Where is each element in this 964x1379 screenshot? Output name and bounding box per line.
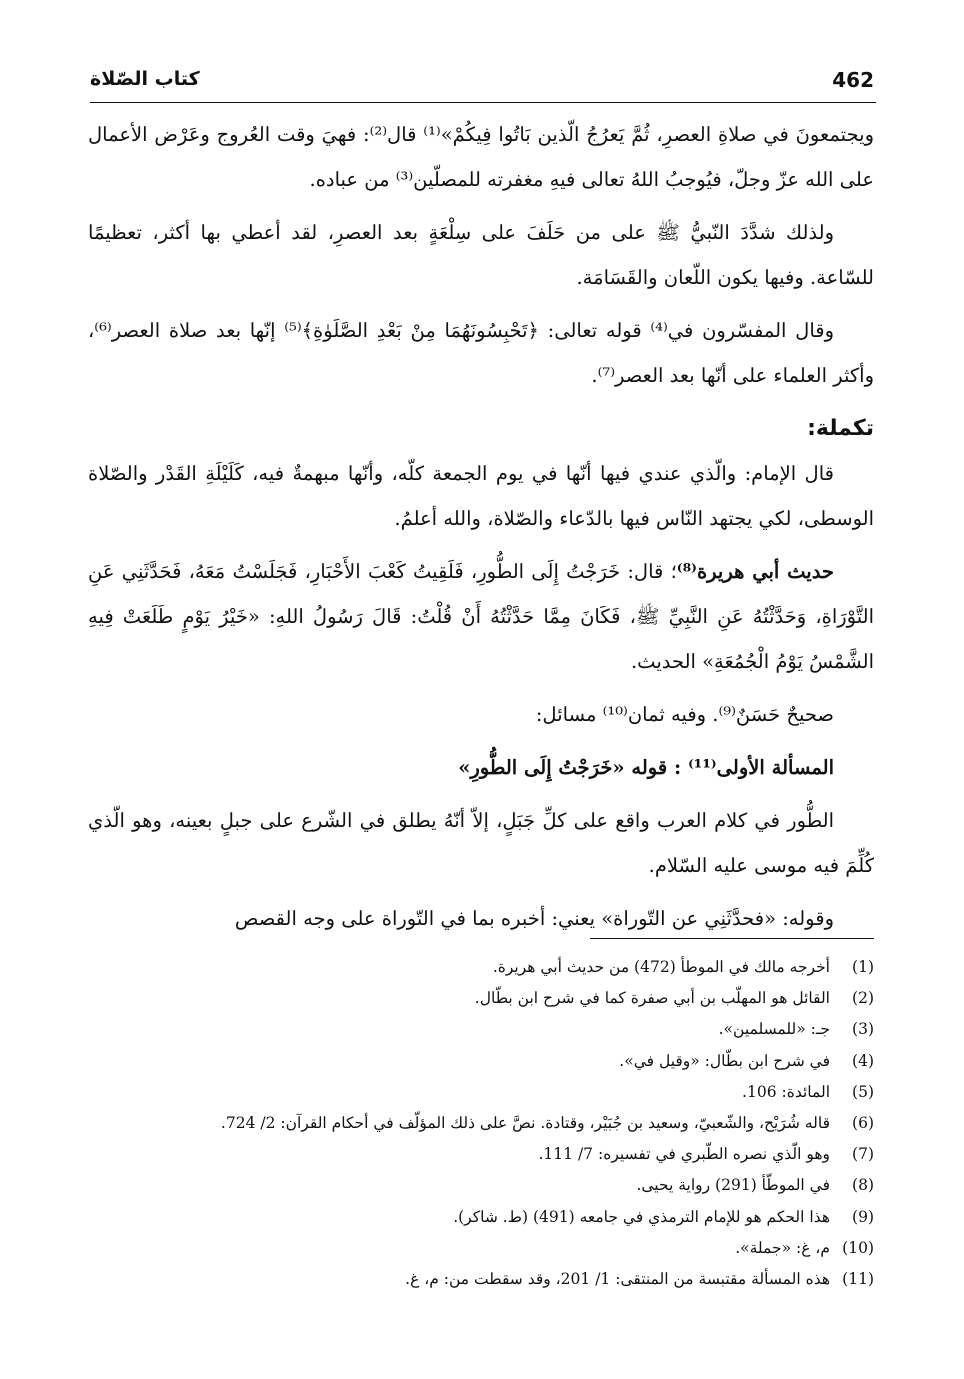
- heading-first-issue: المسألة الأولى⁽¹¹⁾ : قوله «خَرَجْتُ إِلَى الطُّورِ»: [458, 756, 834, 779]
- footnote-text: أخرجه مالك في الموطأ (472) من حديث أبي هريرة.: [492, 958, 830, 976]
- footnote: [88, 952, 874, 983]
- footnote: [88, 983, 874, 1014]
- footnote-text: في الموطّأ (291) رواية يحيى.: [636, 1176, 830, 1195]
- footnote-number: (7): [852, 1145, 874, 1164]
- footnote: [88, 1014, 874, 1045]
- footnote: [88, 1264, 874, 1295]
- paragraph-7: الطُّور في كلام العرب واقع على كلِّ جَبَلٍ، إلاّ أنّهُ يطلق في الشّرع على جبلٍ بعينه، وهو الّذي كُلِّمَ فيه موسى عليه السّلام.: [88, 809, 874, 877]
- footnote-number: (5): [852, 1082, 874, 1101]
- footnote: [88, 1108, 874, 1139]
- page-number: 462: [832, 68, 874, 92]
- footnote: [88, 1046, 874, 1077]
- footnotes: [88, 952, 874, 1295]
- footnote-number: (10): [842, 1238, 874, 1257]
- footnote: [88, 1139, 874, 1170]
- footnote-text: المائدة: 106.: [742, 1082, 830, 1101]
- footnote-separator: [590, 938, 874, 939]
- footnote-text: جـ: «للمسلمين».: [718, 1020, 830, 1039]
- footnote-number: (8): [852, 1176, 874, 1195]
- footnote-text: في شرح ابن بطّال: «وقيل في».: [619, 1051, 830, 1070]
- paragraph-2: ولذلك شدَّدَ النّبيُّ ﷺ على من حَلَفَ على سِلْعَةٍ بعد العصرِ، لقد أعطي بها أكثر، تعظيمًا للسّاعة. وفيها يكون اللّعان والقَسَامَة.: [88, 221, 874, 289]
- footnote-number: (9): [852, 1207, 874, 1226]
- paragraph-6: صحيحٌ حَسَنٌ⁽⁹⁾. وفيه ثمان⁽¹⁰⁾ مسائل:: [535, 703, 834, 726]
- paragraph-8: وقوله: «فحدَّثَنِي عن التّوراة» يعني: أخبره بما في التّوراة على وجه القصص: [234, 907, 834, 930]
- hadith-title: حديث أبي هريرة⁽⁸⁾: [676, 560, 834, 583]
- footnote-text: م، غ: «جملة».: [735, 1238, 830, 1257]
- paragraph-4: قال الإمام: والّذي عندي فيها أنّها في يوم الجمعة كلّه، وأنّها مبهمةٌ فيه، كَلَيْلَةِ القَدْر والصّلاة الوسطى، لكي يجتهد النّاس فيها بالدّعاء والصّلاة، والله أعلمُ.: [88, 462, 874, 530]
- footnote-number: (11): [842, 1270, 874, 1289]
- footnote-text: هذه المسألة مقتبسة من المنتقى: 1/ 201، وقد سقطت من: م، غ.: [405, 1270, 830, 1289]
- footnote: [88, 1233, 874, 1264]
- footnote-number: (3): [852, 1020, 874, 1039]
- running-title: كتاب الصّلاة: [90, 68, 200, 90]
- footnote-number: (6): [852, 1114, 874, 1133]
- paragraph-3: وقال المفسّرون في⁽⁴⁾ قوله تعالى: ﴿تَحْبِسُونَهُمَا مِنْ بَعْدِ الصَّلَوٰةِ﴾⁽⁵⁾ إنّها بعد صلاة العصر⁽⁶⁾، وأكثر العلماء على أنّها بعد العصر⁽⁷⁾.: [88, 319, 874, 387]
- footnote: [88, 1202, 874, 1233]
- footnote-text: هذا الحكم هو للإمام الترمذي في جامعه (491) (ط. شاكر).: [453, 1207, 830, 1226]
- footnote-text: وهو الّذي نصره الطّبري في تفسيره: 7/ 111.: [538, 1145, 830, 1164]
- footnote: [88, 1077, 874, 1108]
- footnote-text: قاله شُرَيْح، والشّعبيّ، وسعيد بن جُبَيْر، وقتادة. نصَّ على ذلك المؤلّف في أحكام القرآن: 2/ 724.: [220, 1114, 830, 1133]
- footnote: [88, 1170, 874, 1201]
- footnote-number: (1): [852, 958, 874, 976]
- main-text: [88, 112, 874, 949]
- footnote-text: القائل هو المهلّب بن أبي صفرة كما في شرح ابن بطّال.: [474, 989, 830, 1008]
- hadith-text: ؛ قال: خَرَجْتُ إِلَى الطُّورِ، فَلَقِيتُ كَعْبَ الأَحْبَارِ، فَجَلَسْتُ مَعَهُ، فَحَدَّثَنِي عَنِ التَّوْرَاةِ، وَحَدَّثْتُهُ عَنِ النَّبِيِّ ﷺ، فَكَانَ مِمَّا حَدَّثْتُهُ أَنْ قُلْتُ: قَالَ رَسُولُ اللهِ: «خَيْرُ يَوْمٍ طَلَعَتْ فِيهِ الشَّمْسُ يَوْمُ الْجُمُعَةِ» الحديث.: [88, 560, 874, 673]
- footnote-number: (2): [852, 989, 874, 1008]
- heading-takmila: تكملة:: [807, 416, 874, 441]
- paragraph-5: [88, 549, 874, 684]
- footnote-number: (4): [852, 1051, 874, 1070]
- page-header: [90, 66, 876, 103]
- paragraph-1: ويجتمعونَ في صلاةِ العصرِ، ثُمَّ يَعرُجُ الّذين بَاتُوا فِيكُمْ»⁽¹⁾ قال⁽²⁾: فهيَ وقت العُروج وعَرْض الأعمال على الله عزّ وجلّ، فيُوجبُ اللهُ تعالى فيهِ مغفرته للمصلّين⁽³⁾ من عباده.: [88, 123, 875, 191]
